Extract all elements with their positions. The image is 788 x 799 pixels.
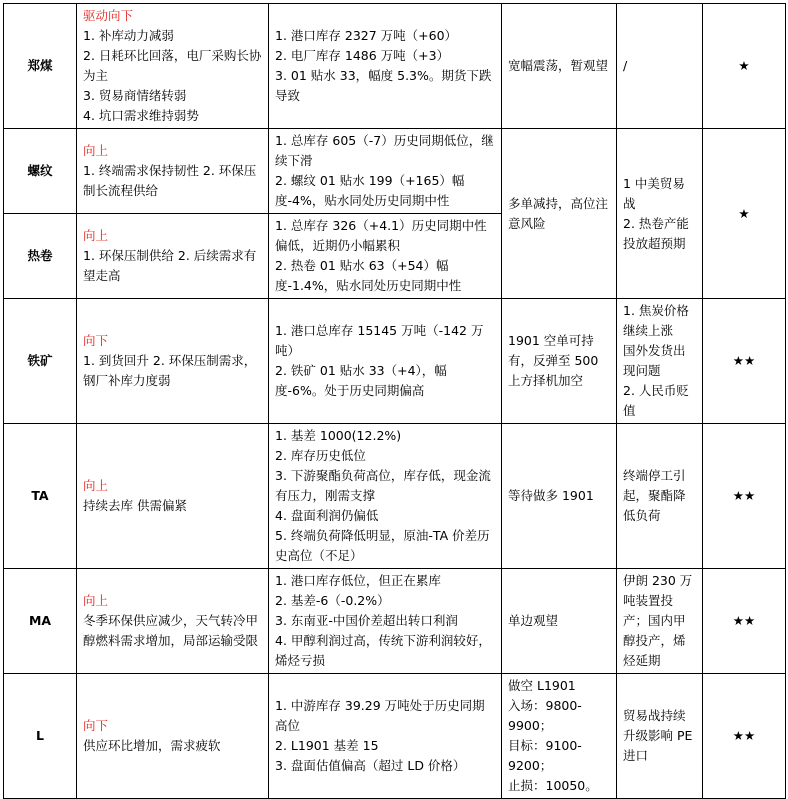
commodity-name: 螺纹 [4,129,77,214]
direction-cell [77,424,269,569]
commodity-name: 郑煤 [4,4,77,129]
strategy-line: 做空 L1901 [508,678,576,693]
fundamentals-cell [269,674,502,799]
fundamental-line: 1. 港口总库存 15145 万吨（-142 万吨） [275,323,484,358]
fundamental-line: 1. 中游库存 39.29 万吨处于历史同期高位 [275,698,485,733]
risk-line: 国外发货出现问题 [623,343,686,378]
strategy-cell: 1901 空单可持有，反弹至 500 上方择机加空 [502,299,617,424]
direction-cell [77,299,269,424]
fundamentals-cell [269,299,502,424]
risk-cell: 伊朗 230 万吨装置投产；国内甲醇投产，烯烃延期 [617,569,703,674]
rating-stars: ★★ [703,299,786,424]
fundamental-line: 3. 东南亚-中国价差超出转口利润 [275,613,458,628]
fundamental-line: 1. 基差 1000(12.2%) [275,428,402,443]
fundamentals-cell [269,214,502,299]
fundamental-line: 1. 总库存 605（-7）历史同期低位，继续下滑 [275,133,494,168]
commodity-name: MA [4,569,77,674]
risk-line: 1. 焦炭价格继续上涨 [623,303,689,338]
direction-cell [77,214,269,299]
driver-line: 供应环比增加，需求疲软 [83,738,221,753]
direction-label: 向上 [83,143,109,158]
strategy-line: 目标：9100-9200； [508,738,582,773]
driver-line: 1. 环保压制供给 2. 后续需求有望走高 [83,248,257,283]
rating-stars: ★★ [703,569,786,674]
fundamentals-cell [269,4,502,129]
driver-line: 1. 到货回升 2. 环保压制需求，钢厂补库力度弱 [83,353,257,388]
direction-cell [77,129,269,214]
table-row [4,299,786,424]
strategy-cell-merged: 多单减持，高位注意风险 [502,129,617,299]
fundamental-line: 1. 港口库存 2327 万吨（+60） [275,28,458,43]
direction-cell [77,4,269,129]
strategy-cell: 单边观望 [502,569,617,674]
fundamental-line: 1. 总库存 326（+4.1）历史同期中性偏低，近期仍小幅累积 [275,218,487,253]
rating-stars: ★★ [703,424,786,569]
table-row [4,424,786,569]
fundamental-line: 2. 基差-6（-0.2%） [275,593,390,608]
driver-line: 4. 坑口需求维持弱势 [83,108,199,123]
risk-line: 2. 人民币贬值 [623,383,689,418]
driver-line: 持续去库 供需偏紧 [83,498,187,513]
strategy-cell [502,674,617,799]
commodity-name: 铁矿 [4,299,77,424]
rating-stars: ★ [703,4,786,129]
fundamentals-cell [269,129,502,214]
futures-strategy-table [3,3,786,799]
risk-cell-merged [617,129,703,299]
fundamental-line: 2. 铁矿 01 贴水 33（+4），幅度-6%。处于历史同期偏高 [275,363,447,398]
table-row [4,569,786,674]
direction-cell [77,674,269,799]
risk-line: 1 中美贸易战 [623,175,685,211]
risk-cell: / [617,4,703,129]
risk-cell [617,299,703,424]
direction-label: 向上 [83,593,109,608]
commodity-name: 热卷 [4,214,77,299]
fundamental-line: 3. 01 贴水 33，幅度 5.3%。期货下跌导致 [275,68,492,103]
fundamental-line: 4. 甲醇利润过高，传统下游利润较好，烯烃亏损 [275,633,491,668]
rating-stars: ★★ [703,674,786,799]
direction-label: 向下 [83,333,109,348]
table-row [4,674,786,799]
fundamental-line: 3. 下游聚酯负荷高位，库存低，现金流有压力，刚需支撑 [275,468,491,503]
commodity-name: L [4,674,77,799]
risk-cell: 终端停工引起，聚酯降低负荷 [617,424,703,569]
fundamental-line: 2. L1901 基差 15 [275,738,379,753]
strategy-cell: 等待做多 1901 [502,424,617,569]
fundamental-line: 3. 盘面估值偏高（超过 LD 价格） [275,758,466,773]
fundamentals-cell [269,569,502,674]
risk-line: 2. 热卷产能投放超预期 [623,215,689,251]
table-row [4,129,786,214]
driver-line: 3. 贸易商情绪转弱 [83,88,187,103]
direction-label: 向上 [83,478,109,493]
commodity-name: TA [4,424,77,569]
fundamental-line: 2. 电厂库存 1486 万吨（+3） [275,48,450,63]
driver-line: 1. 终端需求保持韧性 2. 环保压制长流程供给 [83,163,257,198]
strategy-cell: 宽幅震荡，暂观望 [502,4,617,129]
direction-cell [77,569,269,674]
direction-label: 向上 [83,228,109,243]
fundamental-line: 1. 港口库存低位，但正在累库 [275,573,441,588]
driver-line: 冬季环保供应减少，天气转冷甲醇燃料需求增加，局部运输受限 [83,613,259,648]
strategy-line: 止损：10050。 [508,778,598,793]
fundamental-line: 2. 热卷 01 贴水 63（+54）幅度-1.4%，贴水同处历史同期中性 [275,258,462,293]
driver-line: 1. 补库动力减弱 [83,28,174,43]
direction-label: 驱动向下 [83,8,134,23]
fundamental-line: 4. 盘面利润仍偏低 [275,508,379,523]
fundamental-line: 5. 终端负荷降低明显，原油-TA 价差历史高位（不足） [275,528,490,563]
strategy-line: 入场：9800-9900； [508,698,582,733]
risk-cell: 贸易战持续升级影响 PE 进口 [617,674,703,799]
table-row [4,4,786,129]
fundamental-line: 2. 库存历史低位 [275,448,366,463]
direction-label: 向下 [83,718,109,733]
fundamental-line: 2. 螺纹 01 贴水 199（+165）幅度-4%，贴水同处历史同期中性 [275,173,465,208]
rating-stars: ★ [703,129,786,299]
driver-line: 2. 日耗环比回落，电厂采购长协为主 [83,48,262,83]
fundamentals-cell [269,424,502,569]
